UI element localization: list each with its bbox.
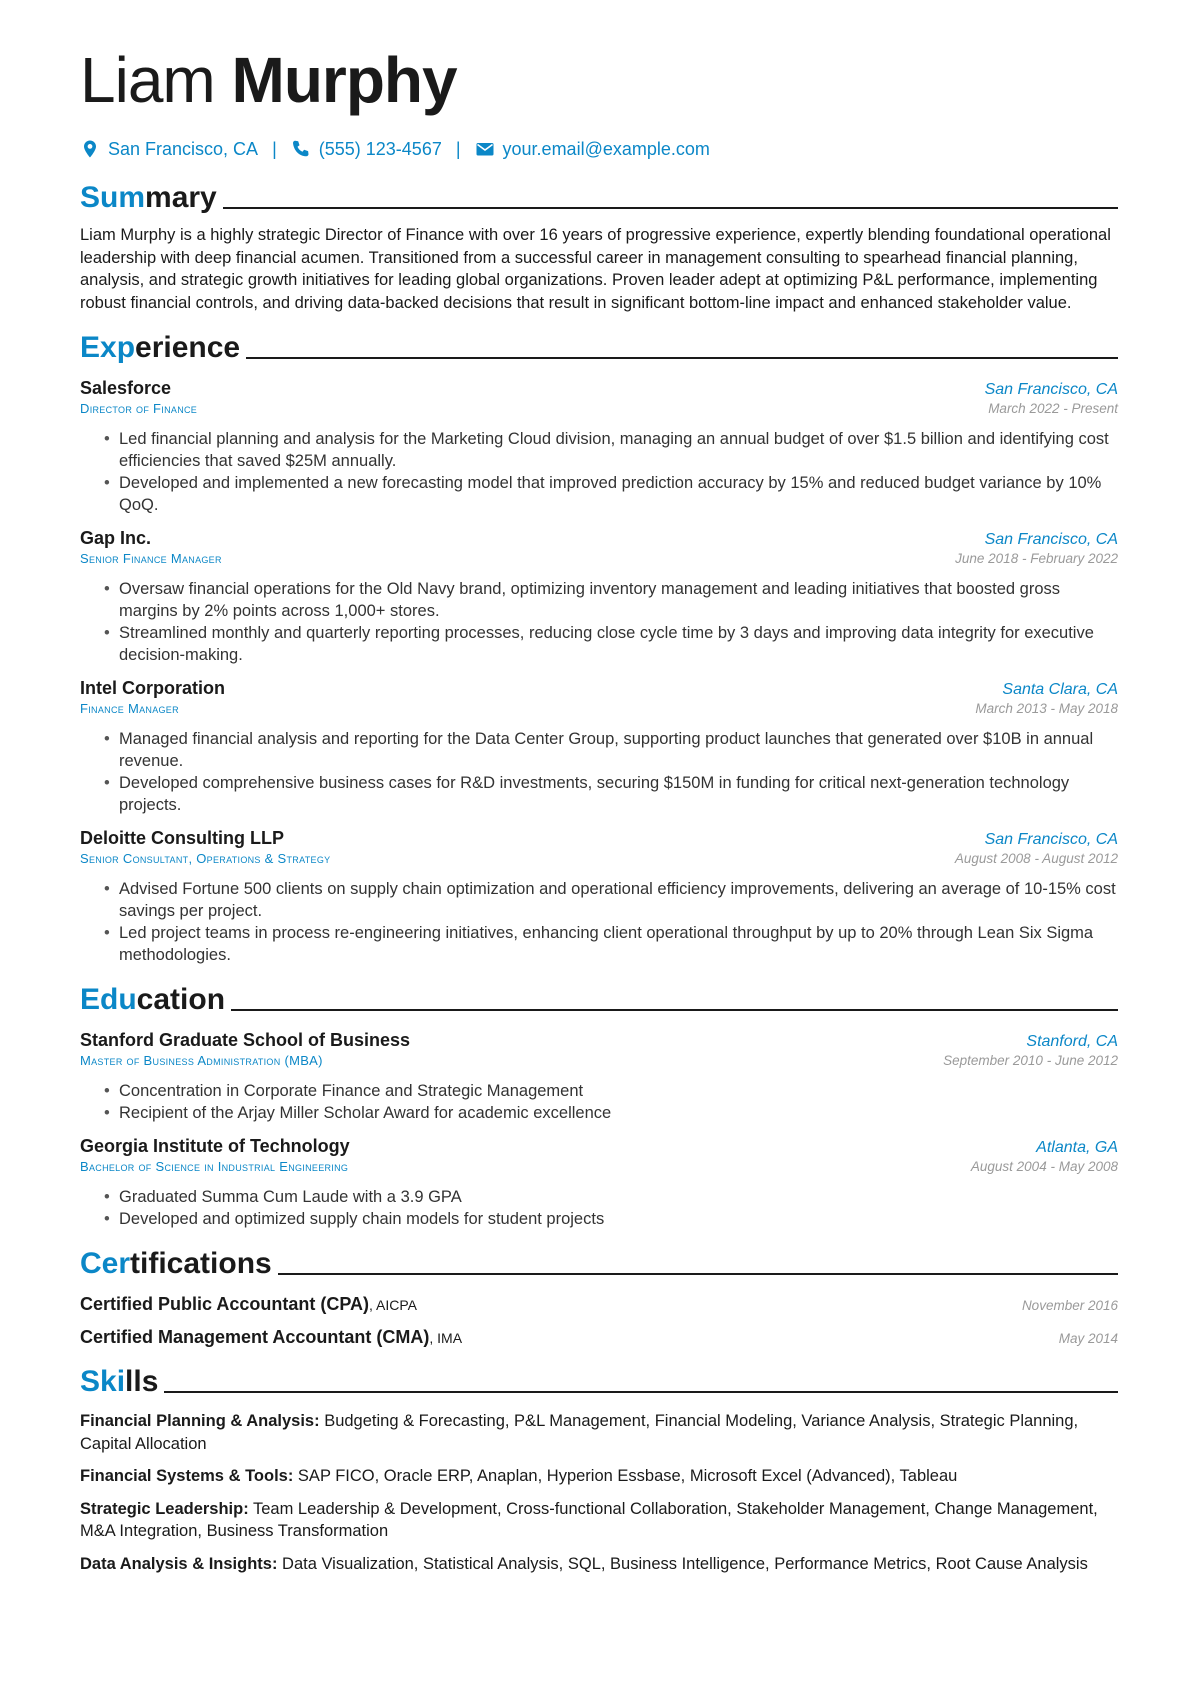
skill-values: Data Visualization, Statistical Analysis, SQL, Business Intelligence, Performance Metrics, Root Cause Analysis: [277, 1554, 1088, 1573]
summary-text: Liam Murphy is a highly strategic Director of Finance with over 16 years of progressive experience, expertly blending foundational operational leadership with deep financial acumen. Transitioned from a successful career in management consulting to spearhead financial planning, analysis, and strategic growth initiatives for leading global organizations. Proven leader adept at optimizing P&L performance, implementing robust financial controls, and driving data-backed decisions that result in significant bottom-line impact and enhanced stakeholder value.: [80, 226, 1111, 312]
skill-values: Budgeting & Forecasting, P&L Management, Financial Modeling, Variance Analysis, Strategic Planning, Capital Allocation: [80, 1412, 1079, 1453]
contact-separator: |: [272, 138, 277, 159]
experience-entry: [80, 528, 1118, 666]
section-title-experience: [80, 326, 1118, 366]
title-rest: cation: [136, 983, 226, 1016]
certification-issuer: , AICPA: [369, 1297, 417, 1313]
job-title: Senior Finance Manager: [80, 551, 222, 566]
location: Santa Clara, CA: [1002, 681, 1118, 698]
last-name: Murphy: [231, 44, 457, 116]
first-name: Liam: [80, 44, 215, 116]
skill-category: Financial Planning & Analysis:: [80, 1412, 320, 1430]
title-accent: Exp: [80, 331, 136, 364]
contact-location: [80, 139, 258, 160]
skill-category: Data Analysis & Insights:: [80, 1554, 278, 1573]
bullet-item: • Concentration in Corporate Finance and Strategic Management: [104, 1080, 1118, 1102]
section-rule: [278, 1273, 1118, 1275]
bullet-item: • Led project teams in process re-engineering initiatives, enhancing client operational throughput by up to 20% through Lean Six Sigma methodologies.: [104, 922, 1118, 966]
bullet-list: [80, 728, 1118, 816]
bullet-list: [80, 428, 1118, 516]
date-range: September 2010 - June 2012: [943, 1053, 1118, 1068]
title-accent: Sum: [80, 181, 146, 214]
school-name: Georgia Institute of Technology: [80, 1136, 350, 1156]
bullet-list: [80, 1186, 1118, 1230]
bullet-list: [80, 578, 1118, 666]
email-link[interactable]: your.email@example.com: [502, 138, 710, 159]
date-range: March 2022 - Present: [988, 401, 1118, 416]
contact-phone[interactable]: [291, 139, 442, 160]
skill-row: [80, 1465, 1118, 1488]
section-title-summary: [80, 176, 1118, 216]
certification-issuer: , IMA: [429, 1330, 463, 1346]
education-entry: [80, 1136, 1118, 1230]
bullet-item: • Advised Fortune 500 clients on supply chain optimization and operational efficiency improvements, delivering an average of 10-15% cost savings per project.: [104, 878, 1118, 922]
skill-row: [80, 1498, 1118, 1543]
location: San Francisco, CA: [984, 531, 1118, 548]
title-rest: tifications: [130, 1247, 272, 1280]
certification-item: [80, 1327, 1118, 1348]
experience-entry: [80, 828, 1118, 966]
education-entry: [80, 1030, 1118, 1124]
section-rule: [231, 1009, 1118, 1011]
title-rest: erience: [135, 331, 241, 364]
bullet-item: • Developed and optimized supply chain models for student projects: [104, 1208, 1118, 1230]
title-accent: Ski: [80, 1365, 126, 1398]
bullet-list: [80, 1080, 1118, 1124]
skill-row: [80, 1553, 1118, 1576]
bullet-item: • Developed comprehensive business cases for R&D investments, securing $150M in funding for critical next-generation technology projects.: [104, 772, 1118, 816]
contact-email[interactable]: [475, 139, 710, 160]
bullet-item: • Led financial planning and analysis for the Marketing Cloud division, managing an annual budget of over $1.5 billion and identifying cost efficiencies that saved $25M annually.: [104, 428, 1118, 472]
title-rest: mary: [145, 181, 217, 214]
title-accent: Cer: [80, 1247, 131, 1280]
skill-values: SAP FICO, Oracle ERP, Anaplan, Hyperion Essbase, Microsoft Excel (Advanced), Tableau: [293, 1467, 958, 1485]
title-accent: Edu: [80, 983, 137, 1016]
phone-text[interactable]: (555) 123-4567: [318, 138, 442, 159]
skill-category: Strategic Leadership:: [80, 1499, 249, 1518]
bullet-item: • Managed financial analysis and reporting for the Data Center Group, supporting product launches that generated over $10B in annual revenue.: [104, 728, 1118, 772]
bullet-item: • Graduated Summa Cum Laude with a 3.9 GPA: [104, 1186, 1118, 1208]
certification-name: Certified Management Accountant (CMA): [80, 1327, 430, 1347]
experience-entry: [80, 378, 1118, 516]
bullet-item: • Oversaw financial operations for the Old Navy brand, optimizing inventory management and leading initiatives that boosted gross margins by 2% points across 1,000+ stores.: [104, 578, 1118, 622]
section-title-skills: [80, 1360, 1118, 1400]
organization: Gap Inc.: [80, 528, 152, 548]
job-title: Senior Consultant, Operations & Strategy: [80, 851, 331, 866]
location: Stanford, CA: [1026, 1033, 1118, 1050]
location: San Francisco, CA: [984, 831, 1118, 848]
resume-page: [80, 42, 1118, 1575]
job-title: Finance Manager: [80, 701, 179, 716]
organization: Deloitte Consulting LLP: [80, 828, 284, 848]
skill-row: [80, 1410, 1118, 1455]
section-rule: [164, 1391, 1118, 1393]
contact-bar: [80, 134, 1118, 164]
bullet-item: • Recipient of the Arjay Miller Scholar Award for academic excellence: [104, 1102, 1118, 1124]
degree: Master of Business Administration (MBA): [80, 1053, 323, 1068]
certification-date: November 2016: [1021, 1298, 1118, 1313]
phone-icon: [291, 139, 311, 159]
location-text: San Francisco, CA: [108, 138, 259, 159]
organization: Intel Corporation: [80, 678, 225, 698]
section-title-education: [80, 978, 1118, 1018]
contact-separator: |: [455, 138, 461, 159]
certification-item: [80, 1294, 1118, 1315]
school-name: Stanford Graduate School of Business: [80, 1030, 411, 1050]
date-range: March 2013 - May 2018: [975, 701, 1118, 716]
job-title: Director of Finance: [80, 401, 198, 416]
certification-name: Certified Public Accountant (CPA): [80, 1294, 370, 1314]
date-range: June 2018 - February 2022: [955, 551, 1118, 566]
location: San Francisco, CA: [984, 381, 1118, 398]
bullet-list: [80, 878, 1118, 966]
envelope-icon: [475, 139, 495, 159]
section-title-certifications: [80, 1242, 1118, 1282]
title-rest: lls: [125, 1365, 159, 1398]
certification-date: May 2014: [1058, 1331, 1118, 1346]
organization: Salesforce: [80, 378, 172, 398]
date-range: August 2008 - August 2012: [954, 851, 1118, 866]
experience-entry: [80, 678, 1118, 816]
section-rule: [246, 357, 1118, 359]
section-rule: [223, 207, 1118, 209]
map-marker-icon: [80, 139, 100, 159]
location: Atlanta, GA: [1036, 1139, 1118, 1156]
skill-values: Team Leadership & Development, Cross-functional Collaboration, Stakeholder Management, Change Management, M&A Integration, Business Transformation: [80, 1499, 1098, 1540]
skill-category: Financial Systems & Tools:: [80, 1467, 294, 1485]
bullet-item: • Developed and implemented a new forecasting model that improved prediction accuracy by 15% and reduced budget variance by 10% QoQ.: [104, 472, 1118, 516]
bullet-item: • Streamlined monthly and quarterly reporting processes, reducing close cycle time by 3 days and improving data integrity for executive decision-making.: [104, 622, 1118, 666]
date-range: August 2004 - May 2008: [970, 1159, 1118, 1174]
degree: Bachelor of Science in Industrial Engineering: [80, 1159, 349, 1174]
candidate-name: [80, 42, 1118, 118]
